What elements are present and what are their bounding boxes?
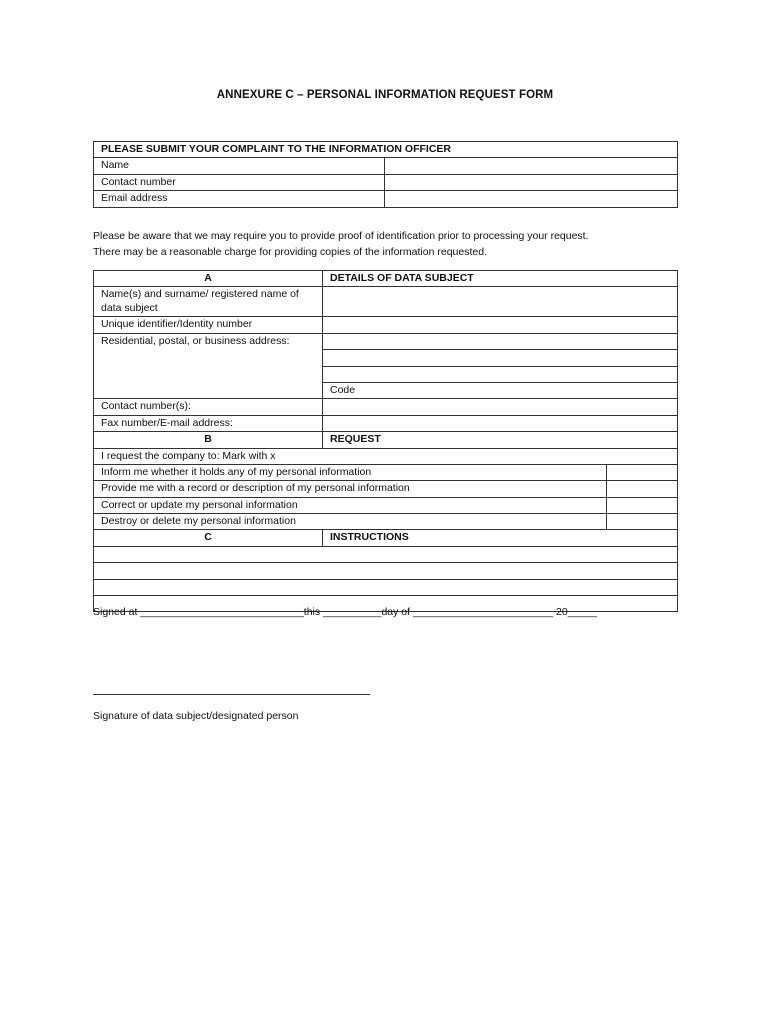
identification-notice: Please be aware that we may require you to provide proof of identification prior to processing your request. [93, 230, 589, 242]
instructions-line-3[interactable] [94, 579, 678, 595]
email-address-field[interactable] [385, 191, 678, 207]
section-c-letter: C [94, 530, 323, 546]
data-subject-name-label: Name(s) and surname/ registered name of data subject [94, 287, 323, 317]
name-field[interactable] [385, 158, 678, 174]
email-address-label: Email address [94, 191, 385, 207]
signature-line[interactable] [93, 694, 370, 695]
section-b-heading: REQUEST [323, 432, 678, 448]
section-a-letter: A [94, 271, 323, 287]
signed-at-line[interactable]: Signed at ____________________________this __________day of ________________________ 20_____ [93, 606, 597, 618]
instructions-line-1[interactable] [94, 546, 678, 562]
identity-number-field[interactable] [323, 317, 678, 333]
contact-numbers-label: Contact number(s): [94, 399, 323, 415]
officer-table-header: PLEASE SUBMIT YOUR COMPLAINT TO THE INFORMATION OFFICER [94, 142, 678, 158]
request-option-destroy-mark[interactable] [607, 514, 678, 530]
request-option-inform-mark[interactable] [607, 464, 678, 480]
request-option-provide-record-mark[interactable] [607, 481, 678, 497]
address-line-3-field[interactable] [323, 366, 678, 382]
identity-number-label: Unique identifier/Identity number [94, 317, 323, 333]
fax-email-label: Fax number/E-mail address: [94, 415, 323, 431]
section-b-letter: B [94, 432, 323, 448]
address-line-1-field[interactable] [323, 333, 678, 349]
signature-label: Signature of data subject/designated person [93, 710, 299, 722]
section-a-heading: DETAILS OF DATA SUBJECT [323, 271, 678, 287]
request-option-correct-mark[interactable] [607, 497, 678, 513]
page-title: ANNEXURE C – PERSONAL INFORMATION REQUEST FORM [216, 89, 554, 101]
postal-code-field[interactable] [323, 382, 678, 398]
contact-numbers-field[interactable] [323, 399, 678, 415]
request-option-correct: Correct or update my personal information [94, 497, 607, 513]
section-c-heading: INSTRUCTIONS [323, 530, 678, 546]
information-officer-table [93, 141, 678, 208]
request-option-inform: Inform me whether it holds any of my personal information [94, 464, 607, 480]
charge-notice: There may be a reasonable charge for providing copies of the information requested. [93, 246, 487, 258]
request-option-provide-record: Provide me with a record or description of my personal information [94, 481, 607, 497]
request-form-table [93, 270, 678, 612]
request-option-destroy: Destroy or delete my personal information [94, 514, 607, 530]
name-label: Name [94, 158, 385, 174]
contact-number-field[interactable] [385, 174, 678, 190]
postal-code-label: Code [330, 383, 356, 396]
contact-number-label: Contact number [94, 174, 385, 190]
address-line-2-field[interactable] [323, 350, 678, 366]
request-intro: I request the company to: Mark with x [94, 448, 678, 464]
data-subject-name-field[interactable] [323, 287, 678, 317]
fax-email-field[interactable] [323, 415, 678, 431]
address-label: Residential, postal, or business address: [94, 333, 323, 399]
instructions-line-2[interactable] [94, 563, 678, 579]
